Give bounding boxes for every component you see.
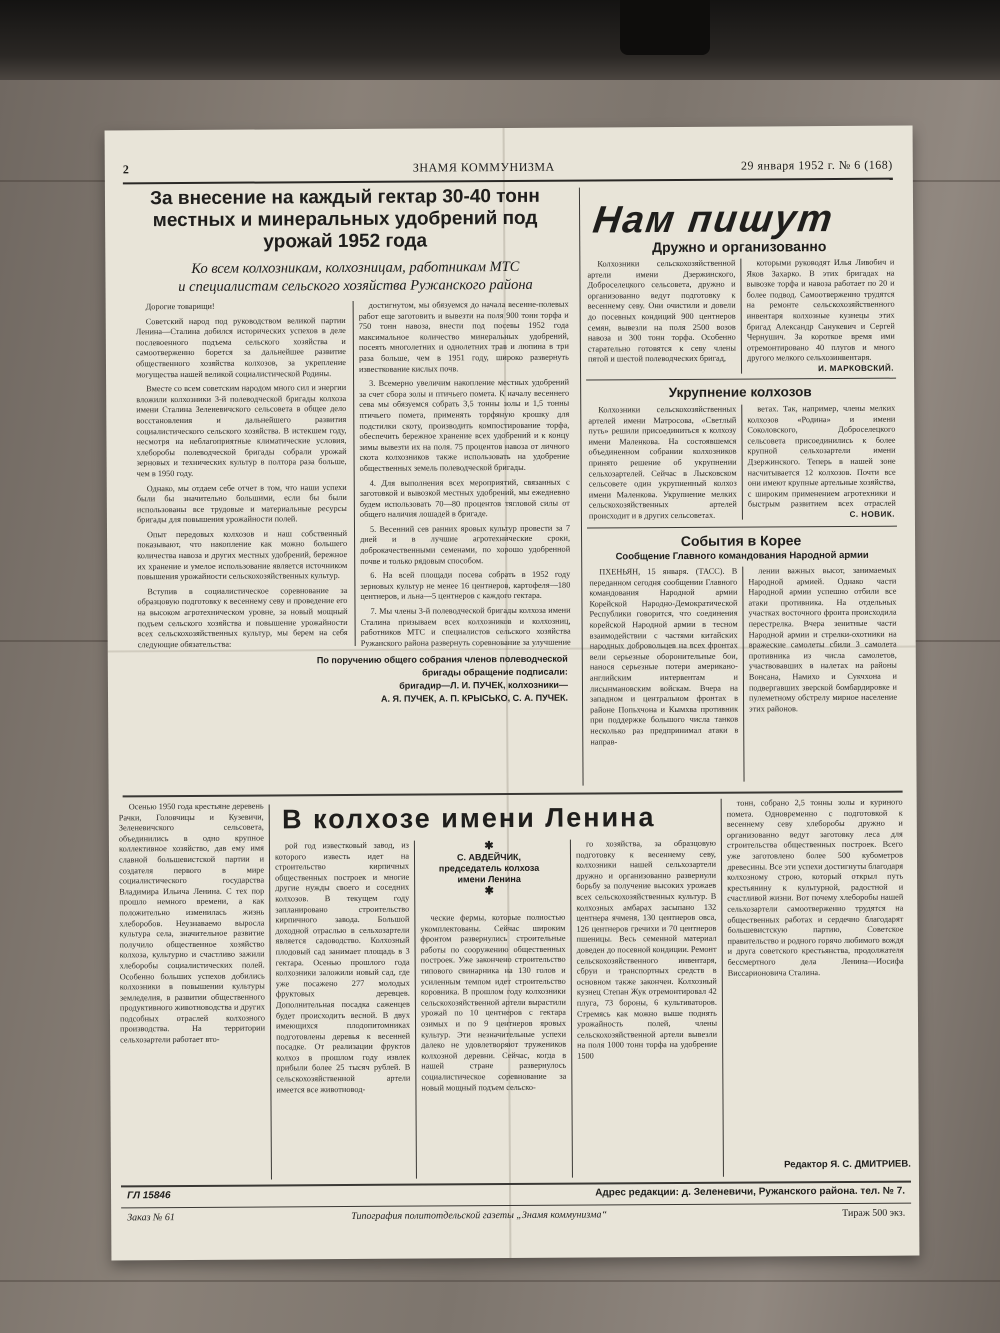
paragraph: 3. Всемерно увеличим накопление местных удобрений за счет сбора золы и птичьего помета. К началу весеннего сева мы обязуемся собрать 3,5 тонны золы и 1,5 тонны птичьего помета, применять торфяную крошку для подстилки скоту, производить компостирование торфа, обеспечить бережное хранение всех удобрений и к концу зимы вывезти их на поля. 75 процентов навоза от личного скота колхозников также использовать на удобрение общественных земель полеводческой бригады. <box>359 377 570 473</box>
main-headline: За внесение на каждый гектар 30-40 тонн местных и минеральных удобрений под урожай 1952 года <box>150 185 540 253</box>
column-rule <box>740 259 742 374</box>
paragraph: Дорогие товарищи! <box>145 301 215 312</box>
author-position: председатель колхоза <box>438 862 540 874</box>
paragraph: Опыт передовых колхозов и наш собственный показывают, что накопление как можно большего количества навоза и других местных удобрений, бережное их хранение и умелое использование является источником повышения урожайности сельскохозяйственных культур. <box>137 528 348 582</box>
column-rule <box>269 804 272 1179</box>
dark-object-top <box>620 0 710 55</box>
issue-date: 29 января 1952 г. № 6 (168) <box>740 157 893 173</box>
paragraph: го хозяйства, за образцовую подготовку к весеннему севу, колхозники нашей сельхозартели дружно и организованно развернули борьбу за получение высоких урожаев всех сельскохозяйственных культур. В колхозных амбарах засыпано 132 центнера ячменя, 130 центнеров овса, 126 центнеров гречихи и 70 центнеров пшеницы. Весь семенной материал доведен до посевной кондиции. Ремонт сельскохозяйственного инвентаря, сбруи и транспортных средств в основном также закончен. Колхозный кузнец Степан Жук отремонтировал 42 плуга, 73 бороны, 6 культиваторов. Стремясь как можно выше поднять урожайность полей, члены сельскохозяйственной артели вывезли на поля 1000 тонн торфа на удобрение 1500 <box>575 838 718 1061</box>
paragraph: Однако, мы отдаем себе отчет в том, что наши успехи были бы значительно большими, если бы были использованы все трудовые и материальные ресурсы бригады для повышения урожайности полей. <box>136 482 347 525</box>
lenin-column-2 <box>275 841 411 1180</box>
section-rule <box>586 378 896 381</box>
editorial-address: Адрес редакции: д. Зеленевичи, Ружанского района. тел. № 7. <box>595 1185 906 1199</box>
newspaper-name: ЗНАМЯ КОММУНИЗМА <box>412 159 555 175</box>
star-ornament: ✱ <box>484 885 494 898</box>
signatures <box>248 653 568 707</box>
signature-line: По поручению общего собрания членов полеводческой <box>316 653 568 666</box>
paragraph: рой год известковый завод, из которого известь идет на строительство кирпичных общественных построек и многие другие нужды своего и соседних колхозов. В текущем году запланировано строительство кирпичного завода. Большой доходной отраслью в сельхозартели является садоводство. Колхозный плодовый сад занимает площадь в 3 гектара. Осенью прошлого года колхозники заложили новый сад, где уже посажено 277 молодых фруктовых деревцев. Дополнительная посадка саженцев будет происходить весной. В двух имеющихся плодопитомниках подготовлены деревья к весенней посадке. От реализации фруктов колхоз в прошлом году извлек прибыли более 25 тысяч рублей. В сельскохозяйственной артели имеется все животновод- <box>274 840 411 1095</box>
paragraph: 7. Мы члены 3-й полеводческой бригады колхоза имени Сталина призываем всех колхозников и колхозниц, работников МТС и специалистов сельского хозяйства Ружанского района развернуть соревнование за улучшение <box>360 605 571 648</box>
main-article-column-1 <box>136 301 348 650</box>
paragraph: ческие фермы, которые полностью укомплектованы. Сейчас широким фронтом развернулись строительные работы по сооружению общественных построек. Уже закончено строительство типового свинарника на 130 голов и усиленным темпом идет строительство коровника. В прошлом году колхозники сельскохозяйственной артели вырастили урожай по 10 центнеров с гектара озимых и по 9 центнеров яровых культур. Эти незначительные успехи далеко не удовлетворяют тружеников колхозной деревни. Сейчас, когда в нашей стране развернулось социалистическое соревнование за новый мощный подъем сельско- <box>420 912 567 1093</box>
main-article-column-2 <box>359 300 571 649</box>
lenin-column-4 <box>576 839 718 1178</box>
section-divider-vertical <box>579 188 584 786</box>
lenin-author-box <box>414 840 564 898</box>
paragraph: Осенью 1950 года крестьяне деревень Рачки, Головчицы и Кузевичи, Зеленевичского сельсовета, объединились в одно крупное коллективное хозяйство, дав ему имя славной большевистской партии и создателя первого в мире социалистического государства Владимира Ильича Ленина. С тех пор прошло немного времени, а как положительно изменилась жизнь хлеборобов. Неузнаваемо выросла культура села, значительное развитие получило общественное хозяйство колхоза, культурно и счастливо зажили хлеборобы социалистических полей. Особенно больших успехов добились колхозники в повышении культуры земледелия, в развитии общественного продуктивного животноводства и других подсобных отраслей колхозного производства. На территории сельхозартели работает вто- <box>118 801 266 1045</box>
paragraph: ветах. Так, например, члены мелких колхозов «Родина» и имени Соколовского, Доброселецкого сельсовета присоединились к более крупной сельхозартели имени Дзержинского. Теперь в нашей зоне насчитывается 12 колхозов. Почти все они имеют крупные артельные хозяйства, с широким применением агротехники и быстрым развитием всех отраслей <box>747 403 896 509</box>
korea-title: События в Корее <box>680 532 802 549</box>
section-rule <box>587 526 897 529</box>
column-rule <box>570 840 573 1178</box>
paragraph: Вступив в социалистическое соревнование за образцовую подготовку к весеннему севу и проведение его на высоком агротехническом уровне, за новый мощный подъем сельского хозяйства и повышение урожайности всех сельскохозяйственных культур, мы берем на себя следующие обязательства: <box>137 585 348 650</box>
paragraph: 4. Для выполнения всех мероприятий, связанных с заготовкой и вывозкой местных удобрений, мы ежедневно будем использовать 70—80 процентов тягловой силы от общего наличия лошадей в бригаде. <box>359 477 570 520</box>
appeal-subtitle: Ко всем колхозникам, колхозницам, работникам МТС и специалистам сельского хозяйства Ружанского района <box>178 258 533 296</box>
author-kolkhoz: имени Ленина <box>457 873 521 885</box>
paragraph: 5. Весенний сев ранних яровых культур провести за 7 дней и в лучшие агротехнические сроки, доброкачественными семенами, по хорошо удобренной почве и только рядовым способом. <box>360 523 571 566</box>
page-number: 2 <box>122 162 130 177</box>
korea-subtitle: Сообщение Главного командования Народной армии <box>615 549 869 563</box>
lenin-column-5 <box>727 798 905 1157</box>
paragraph: Советский народ под руководством великой партии Ленина—Сталина добился исторических успехов в деле послевоенного подъема сельского хозяйства и самоотверженно борется за дальнейшее развитие общественного хозяйства колхозов, за укрепление могущества нашей великой социалистической Родины. <box>135 315 347 379</box>
korea-column-1 <box>589 567 738 786</box>
footer-line-2 <box>121 1208 911 1229</box>
paragraph: Колхозники сельскохозяйственных артелей имени Матросова, «Светлый путь» решили присоединиться к колхозу имени Маленкова. На состоявшемся объединенном собрании колхозников принято решение об укрупнении сельхозартелей. Сейчас в Лысковском сельсовете один укрупненный колхоз имени Маленкова. Укрупнение мелких сельскохозяйственных артелей происходит и в других сельсоветах. <box>588 404 737 521</box>
author-markovsky: И. МАРКОВСКИЙ. <box>818 363 895 374</box>
author-novik: С. НОВИК. <box>849 509 895 519</box>
korea-column-2 <box>748 566 897 785</box>
column-rule <box>721 799 724 1177</box>
lenin-column-1 <box>119 802 266 1181</box>
paragraph: достигнутом, мы обязуемся до начала весенне-полевых работ еще заготовить и вывезти на поля 900 тонн торфа и 750 тонн навоза, внести под посевы 1952 года максимальное количество минеральных удобрений, посеять многолетних и однолетних трав и люпина в три раза больше, чем в 1951 году, широко развернуть известкование кислых почв. <box>358 299 569 374</box>
paragraph: тонн, собрано 2,5 тонны золы и куриного помета. Одновременно с подготовкой к весеннему севу хлеборобы дружно и организованно ведут заготовку леса для строительства общественных построек. Всего уже заготовлено более 500 кубометров древесины. Все эти успехи достигнуты благодаря колхозному строю, который открыл путь крестьянину к культурной, радостной и счастливой жизни. Вот почему хлеборобы нашей сельхозартели самоотверженно трудятся на общественных работах и сердечно благодарят большевистскую партию, Советское правительство и родного горячо любимого вождя и друга советского крестьянства, продолжателя бессмертного дела Ленина—Иосифа Виссарионовича Сталина. <box>726 797 904 978</box>
paragraph: Колхозники сельскохозяйственной артели имени Дзержинского, Доброселецкого сельсовета, дружно и организованно ведут подготовку к весеннему севу. Они очистили и довели до посевных кондиций 900 центнеров семян, вывезли на поля 2500 возов навоза и 300 тонн торфа. Особенно старательно готовятся к севу члены пятой и шестой полеводческих бригад, <box>587 258 736 364</box>
paragraph: Вместе со всем советским народом много сил и энергии вложили колхозники 3-й полеводческой бригады колхоза имени Сталина Зеленевичского сельсовета в общее дело восстановления и дальнейшего развития социалистического сельского хозяйства. В истекшем году, несмотря на неблагоприятные климатические условия, хлеборобы полеводческой бригады собрали урожай зерновых и технических культур в полтора раза больше, чем в 1950 году. <box>136 383 347 479</box>
order-number: Заказ № 61 <box>127 1212 175 1224</box>
rubric-title: Нам пишут <box>590 198 837 242</box>
circulation: Тираж 500 экз. <box>842 1207 906 1219</box>
horizontal-section-rule <box>123 791 903 798</box>
column-rule <box>741 405 743 520</box>
star-ornament: ✱ <box>484 840 494 853</box>
column-rule <box>742 567 744 782</box>
paragraph: ПХЕНЬЯН, 15 января. (ТАСС). В переданном сегодня сообщении Главного командования Народной армии Корейской Народно-Демократической Республики говорится, что соединения корейской Народной армии в тесном взаимодействии с частями китайских народных добровольцев на всех фронтах вели серьезные оборонительные бои, нанося серьезные потери американо-английским интервентам и лисынмановским войскам. Вчера на западном и центральном фронтах в районе Попьхчона и Кымхва противник при поддержке большого числа танков несколько раз предпринимал атаки в направ- <box>589 566 739 747</box>
editor-signature: Редактор Я. С. ДМИТРИЕВ. <box>784 1158 911 1171</box>
letter-title-friendly: Дружно и организованно <box>652 238 827 256</box>
lenin-column-3 <box>420 913 567 1179</box>
signature-line: бригадир—Л. И. ПУЧЕК, колхозники— <box>399 679 568 691</box>
paragraph: лении важных высот, занимаемых Народной армией. Однако части Народной армии успешно отбили все атаки противника. На отдельных участках восточного фронта происходила перестрелка. Вчера зенитные части Народной армии и стрелки-охотники на вражеские самолеты сбили 3 самолета противника из числа самолетов, участвовавших в налетах на районы Вонсана, Намихо и Сукчхона и подвергавших зверской бомбардировке и пулеметному обстрелу мирное население этих районов. <box>748 565 898 714</box>
column-rule <box>353 301 356 646</box>
license-code: ГЛ 15846 <box>127 1190 171 1202</box>
signature-line: бригады обращение подписали: <box>422 666 568 678</box>
author-name: С. АВДЕЙЧИК, <box>456 851 522 863</box>
printer-info: Типография политотдельской газеты „Знамя коммунизма“ <box>351 1209 608 1222</box>
friendly-column-2 <box>746 258 895 363</box>
consolidation-column-2 <box>747 404 896 509</box>
paragraph: 6. На всей площади посева собрать в 1952 году зерновых культур не менее 16 центнеров, картофеля—180 центнеров, и льна—5 центнеров с каждого гектара. <box>360 569 571 602</box>
lenin-headline: В колхозе имени Ленина <box>281 802 656 835</box>
friendly-column-1 <box>587 259 736 378</box>
consolidation-column-1 <box>588 405 737 524</box>
dark-background-top <box>0 0 1000 80</box>
wood-plank-seam <box>0 1280 1000 1282</box>
paragraph: которыми руководят Илья Ливобич и Яков Захарко. В этих бригадах на вывозке торфа и навоза работает по 20 и более подвод. Самоотверженно трудятся на ремонте сельскохозяйственного инвентаря колхозные кузнецы этих бригад Александр Санукевич и Сергей Чернушич. За короткое время ими отремонтировано 40 плугов и много другого мелкого сельхозинвентаря. <box>746 257 895 363</box>
letter-title-consolidation: Укрупнение колхозов <box>668 384 812 401</box>
newspaper-page <box>105 126 920 1261</box>
signature-line: А. Я. ПУЧЕК, А. П. КРЫСЬКО, С. А. ПУЧЕК. <box>381 692 569 704</box>
